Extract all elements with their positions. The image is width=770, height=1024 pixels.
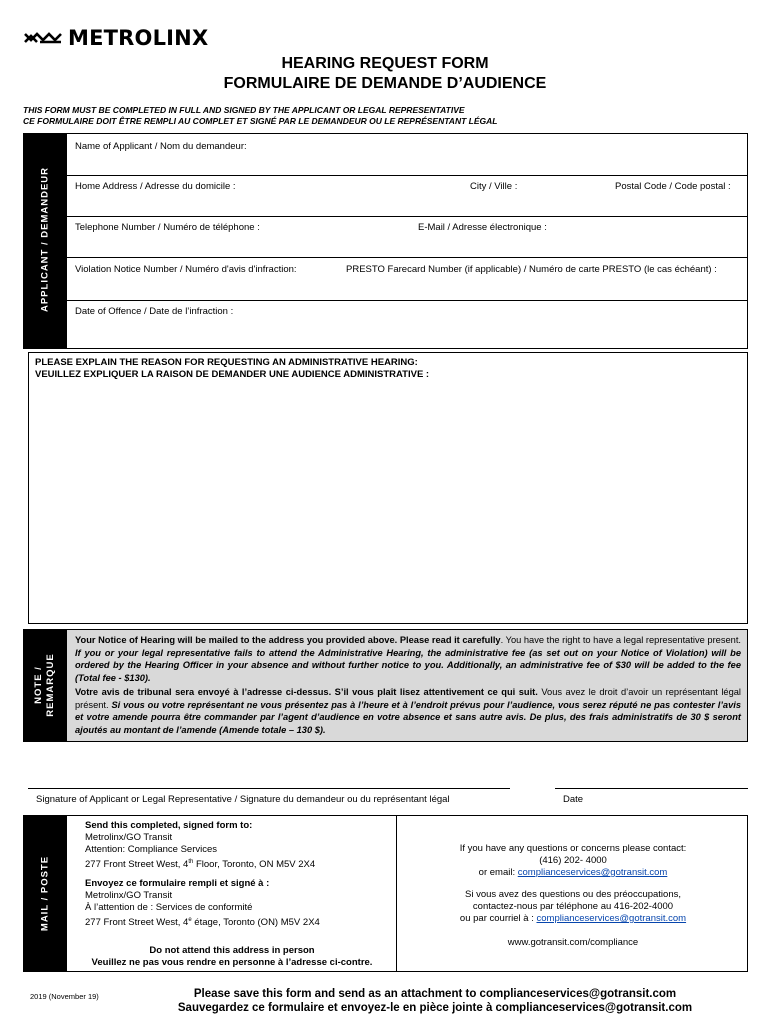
no-attend-notice <box>67 945 397 969</box>
postal-code-label: Postal Code / Code postal : <box>615 181 731 192</box>
contact-en-line2: (416) 202- 4000 <box>539 855 607 866</box>
violation-presto-input[interactable] <box>70 276 744 298</box>
mail-fr-heading: Envoyez ce formulaire rempli et signé à : <box>85 878 270 889</box>
note-en-normal: . You have the right to have a legal representative present. <box>500 635 741 645</box>
applicant-side-label: APPLICANT / DEMANDEUR <box>39 166 51 313</box>
note-text-fr <box>75 686 741 736</box>
note-fr-bold: Votre avis de tribunal sera envoyé à l’adresse ci-dessus. S’il vous plaît lisez attentivement ce qui suit. <box>75 687 538 697</box>
mail-address-fr <box>85 878 320 929</box>
date-offence-input[interactable] <box>70 318 744 344</box>
email-label: E-Mail / Adresse électronique : <box>418 222 547 233</box>
no-attend-en: Do not attend this address in person <box>149 945 315 956</box>
signature-input[interactable] <box>28 762 510 788</box>
warning-fr: CE FORMULAIRE DOIT ÊTRE REMPLI AU COMPLET ET SIGNÉ PAR LE DEMANDEUR OU LE REPRÉSENTANT LÉGAL <box>23 116 498 126</box>
reason-section[interactable] <box>28 352 748 624</box>
mail-fr-line2: À l’attention de : Services de conformité <box>85 902 253 913</box>
website-link[interactable]: www.gotransit.com/compliance <box>507 937 639 948</box>
note-sidebar <box>23 629 67 742</box>
home-address-label: Home Address / Adresse du domicile : <box>75 181 236 192</box>
note-fr-bold-italic: Si vous ou votre représentant ne vous présentez pas à l’heure et à l’endroit prévus pour l’audience, vous serez réputé ne pas contester l’avis et votre amende pourra être commander par l’agent d’audience en votre absence et sans autre avis. De plus, des frais administratifs de 30 $ seront ajoutés au montant de l’amende (Amende totale – 130 $). <box>75 699 741 735</box>
mail-address-en <box>85 820 315 871</box>
footer-instructions <box>100 987 770 1015</box>
mail-en-line3-pre: 277 Front Street West, 4 <box>85 859 189 871</box>
contact-email-link-fr[interactable]: complianceservices@gotransit.com <box>536 913 687 924</box>
logo-text: METROLINX <box>68 26 209 50</box>
mail-fr-line3-post: étage, Toronto (ON) M5V 2X4 <box>191 917 320 929</box>
divider <box>67 175 748 176</box>
mail-fr-line3-pre: 277 Front Street West, 4 <box>85 917 189 929</box>
contact-en <box>398 843 748 879</box>
telephone-label: Telephone Number / Numéro de téléphone : <box>75 222 260 233</box>
note-en-bold: Your Notice of Hearing will be mailed to the address you provided above. Please read it carefully <box>75 635 501 645</box>
mail-en-heading: Send this completed, signed form to: <box>85 820 253 831</box>
date-label: Date <box>563 794 584 805</box>
presto-label: PRESTO Farecard Number (if applicable) / Numéro de carte PRESTO (le cas échéant) : <box>346 264 717 275</box>
name-label: Name of Applicant / Nom du demandeur: <box>75 141 247 152</box>
contact-fr-line3: ou par courriel à : <box>459 913 537 924</box>
mail-fr-line3-sup: e <box>188 917 192 923</box>
divider <box>67 257 748 258</box>
signature-label: Signature of Applicant or Legal Representative / Signature du demandeur ou du représentant légal <box>36 794 450 805</box>
date-line <box>555 788 748 789</box>
telephone-email-input[interactable] <box>70 234 744 256</box>
contact-fr-line2: contactez-nous par téléphone au 416-202-4000 <box>472 901 674 912</box>
form-title-en: HEARING REQUEST FORM <box>281 55 489 72</box>
mail-en-line2: Attention: Compliance Services <box>85 844 218 855</box>
note-side-label-2: REMARQUE <box>45 653 56 717</box>
date-input[interactable] <box>555 762 748 788</box>
warning-en: THIS FORM MUST BE COMPLETED IN FULL AND SIGNED BY THE APPLICANT OR LEGAL REPRESENTATIVE <box>23 105 465 115</box>
mail-en-line3-post: Floor, Toronto, ON M5V 2X4 <box>193 859 316 871</box>
mail-side-label: MAIL / POSTE <box>39 855 51 932</box>
reason-heading-en: PLEASE EXPLAIN THE REASON FOR REQUESTING AN ADMINISTRATIVE HEARING: <box>35 357 418 368</box>
metrolinx-logo-icon <box>24 28 62 48</box>
contact-fr <box>398 889 748 925</box>
mail-fr-line3 <box>85 914 320 929</box>
mail-en-line1: Metrolinx/GO Transit <box>85 832 173 843</box>
note-text-en <box>75 634 741 684</box>
address-input[interactable] <box>70 193 744 215</box>
form-title-fr: FORMULAIRE DE DEMANDE D’AUDIENCE <box>223 75 547 92</box>
divider <box>67 300 748 301</box>
note-side-label <box>33 635 57 735</box>
name-input[interactable] <box>70 152 744 174</box>
reason-heading <box>35 357 429 381</box>
mail-en-line3-sup: th <box>188 859 194 865</box>
note-fr-normal: Vous avez le droit d’avoir un représentant légal présent. <box>75 687 742 710</box>
note-side-label-1: NOTE / <box>33 666 44 704</box>
contact-en-line1: If you have any questions or concerns please contact: <box>459 843 687 854</box>
footer-line-fr: Sauvegardez ce formulaire et envoyez-le en pièce jointe à complianceservices@gotransit.com <box>177 1002 693 1014</box>
date-offence-label: Date of Offence / Date de l’infraction : <box>75 306 234 317</box>
contact-email-link[interactable]: complianceservices@gotransit.com <box>517 867 668 878</box>
mail-fr-line1: Metrolinx/GO Transit <box>85 890 173 901</box>
footer-line-en: Please save this form and send as an attachment to complianceservices@gotransit.com <box>193 988 677 1000</box>
mail-sidebar <box>23 815 67 972</box>
metrolinx-logo <box>24 24 208 52</box>
violation-label: Violation Notice Number / Numéro d'avis d'infraction: <box>75 264 297 275</box>
mail-en-line3 <box>85 856 315 871</box>
city-label: City / Ville : <box>470 181 518 192</box>
signature-line <box>28 788 510 789</box>
contact-en-line3: or email: <box>478 867 518 878</box>
version-label: 2019 (November 19) <box>30 992 99 1001</box>
applicant-sidebar <box>23 133 67 349</box>
reason-heading-fr: VEUILLEZ EXPLIQUER LA RAISON DE DEMANDER UNE AUDIENCE ADMINISTRATIVE : <box>35 369 430 380</box>
no-attend-fr: Veuillez ne pas vous rendre en personne à l’adresse ci-contre. <box>91 957 373 968</box>
divider <box>67 216 748 217</box>
note-en-bold-italic: If you or your legal representative fails to attend the Administrative Hearing, the administrative fee (as set out on your Notice of Violation) will be ordered by the Hearing Officer in your absence and without further notice to you. Additionally, an administrative fee of $30 will be added to the fee (Total fee - $130). <box>75 647 741 683</box>
contact-fr-line1: Si vous avez des questions ou des préoccupations, <box>465 889 681 900</box>
